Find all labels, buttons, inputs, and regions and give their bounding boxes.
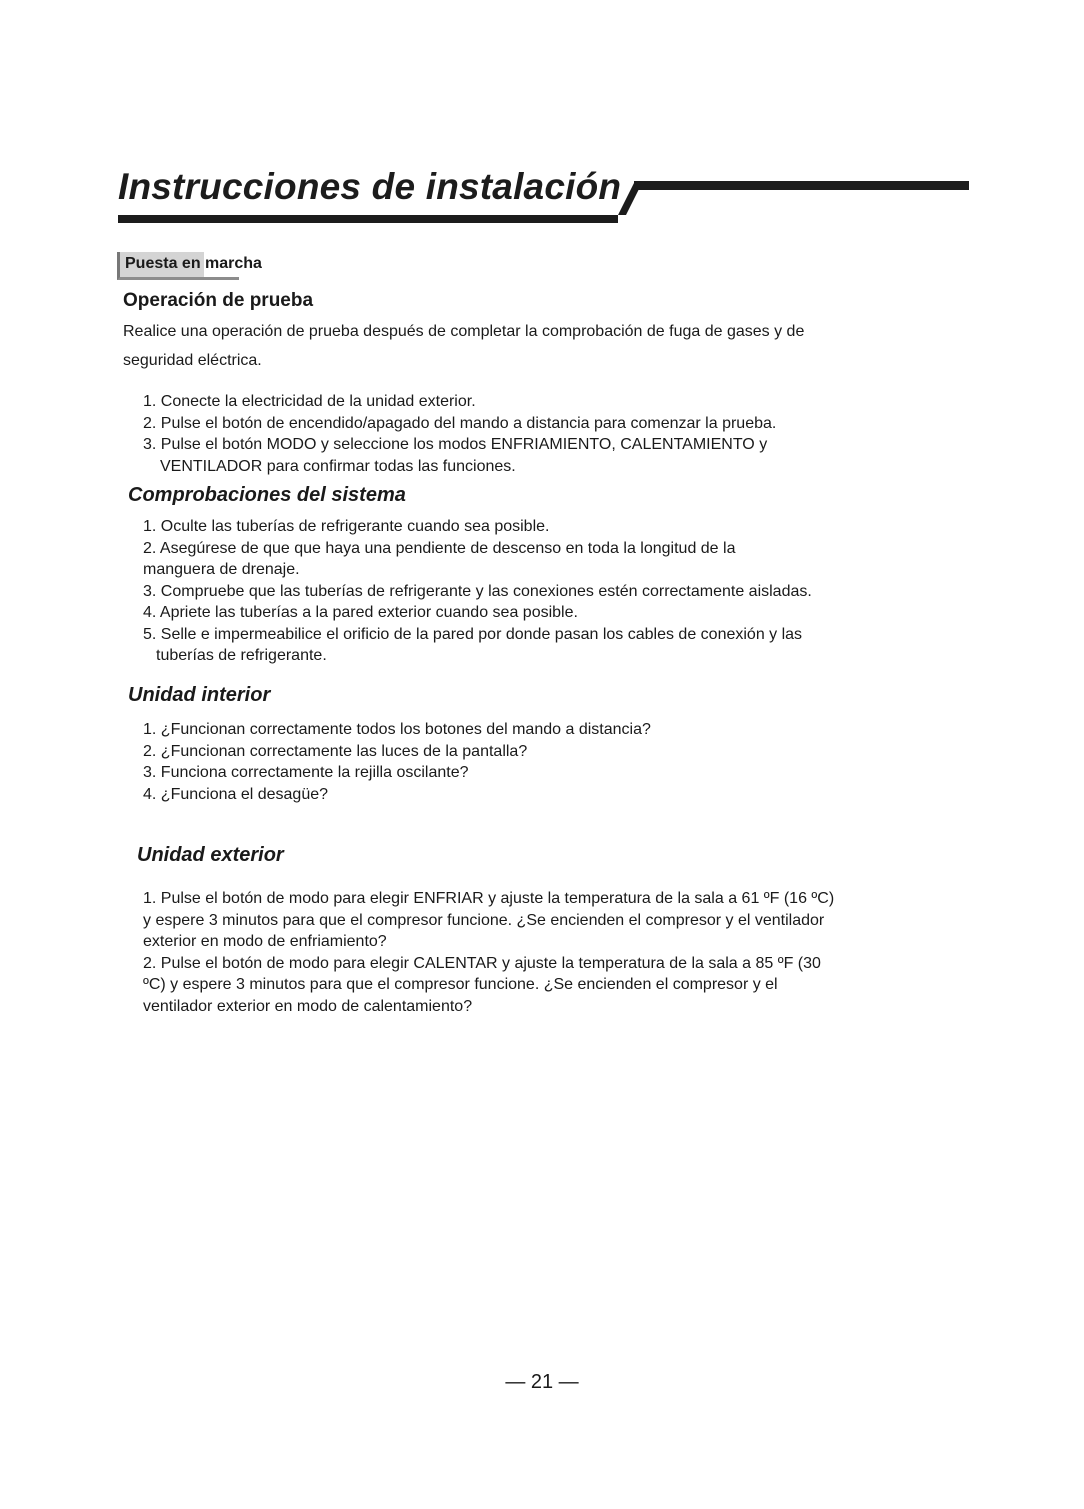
list-item-continuation: tuberías de refrigerante. xyxy=(156,647,327,664)
test-operation-intro-line: Realice una operación de prueba después de completar la comprobación de fuga de gases y de xyxy=(123,323,805,340)
section-tag-label: Puesta en marcha xyxy=(125,255,262,272)
list-item-continuation: y espere 3 minutos para que el compresor funcione. ¿Se encienden el compresor y el ventilador xyxy=(143,911,825,929)
list-item: 1. Pulse el botón de modo para elegir ENFRIAR y ajuste la temperatura de la sala a 61 ºF (16 ºC) xyxy=(143,890,835,907)
test-operation-list xyxy=(143,391,776,477)
list-item: 2. ¿Funcionan correctamente las luces de la pantalla? xyxy=(143,742,528,760)
indoor-unit-heading: Unidad interior xyxy=(128,684,271,706)
list-item-continuation: VENTILADOR para confirmar todas las funciones. xyxy=(160,457,516,475)
test-operation-intro xyxy=(123,317,804,375)
list-item: 2. Asegúrese de que que haya una pendiente de descenso en toda la longitud de la xyxy=(143,539,736,557)
list-item: 2. Pulse el botón de encendido/apagado del mando a distancia para comenzar la prueba. xyxy=(143,414,777,432)
list-item: 4. Apriete las tuberías a la pared exterior cuando sea posible. xyxy=(143,604,578,621)
system-checks-heading: Comprobaciones del sistema xyxy=(128,484,406,506)
list-item: 3. Pulse el botón MODO y seleccione los modos ENFRIAMIENTO, CALENTAMIENTO y xyxy=(143,436,768,453)
list-item-continuation: exterior en modo de enfriamiento? xyxy=(143,933,387,950)
list-item: 2. Pulse el botón de modo para elegir CALENTAR y ajuste la temperatura de la sala a 85 ºF (30 xyxy=(143,954,821,972)
list-item-continuation: manguera de drenaje. xyxy=(143,561,300,578)
list-item: 3. Funciona correctamente la rejilla oscilante? xyxy=(143,764,469,781)
outdoor-unit-list xyxy=(143,888,834,1017)
system-checks-list xyxy=(143,516,812,667)
title-rule-lower-bar xyxy=(118,215,618,223)
list-item: 1. Oculte las tuberías de refrigerante cuando sea posible. xyxy=(143,518,550,535)
list-item: 4. ¿Funciona el desagüe? xyxy=(143,785,329,803)
list-item: 5. Selle e impermeabilice el orificio de la pared por donde pasan los cables de conexión y las xyxy=(143,625,803,643)
outdoor-unit-heading: Unidad exterior xyxy=(137,844,284,866)
list-item: 3. Compruebe que las tuberías de refrigerante y las conexiones estén correctamente aisladas. xyxy=(143,582,812,600)
list-item-continuation: ºC) y espere 3 minutos para que el compresor funcione. ¿Se encienden el compresor y el xyxy=(143,976,778,993)
indoor-unit-list xyxy=(143,719,651,805)
page-title: Instrucciones de instalación xyxy=(118,166,622,207)
section-tag xyxy=(117,252,262,280)
list-item-continuation: ventilador exterior en modo de calentamiento? xyxy=(143,997,473,1015)
test-operation-intro-line: seguridad eléctrica. xyxy=(123,352,262,369)
list-item: 1. Conecte la electricidad de la unidad exterior. xyxy=(143,393,476,410)
title-rule-upper-bar xyxy=(634,181,969,190)
page-number: — 21 — xyxy=(505,1371,579,1393)
list-item: 1. ¿Funcionan correctamente todos los botones del mando a distancia? xyxy=(143,721,651,738)
test-operation-heading: Operación de prueba xyxy=(123,290,314,311)
